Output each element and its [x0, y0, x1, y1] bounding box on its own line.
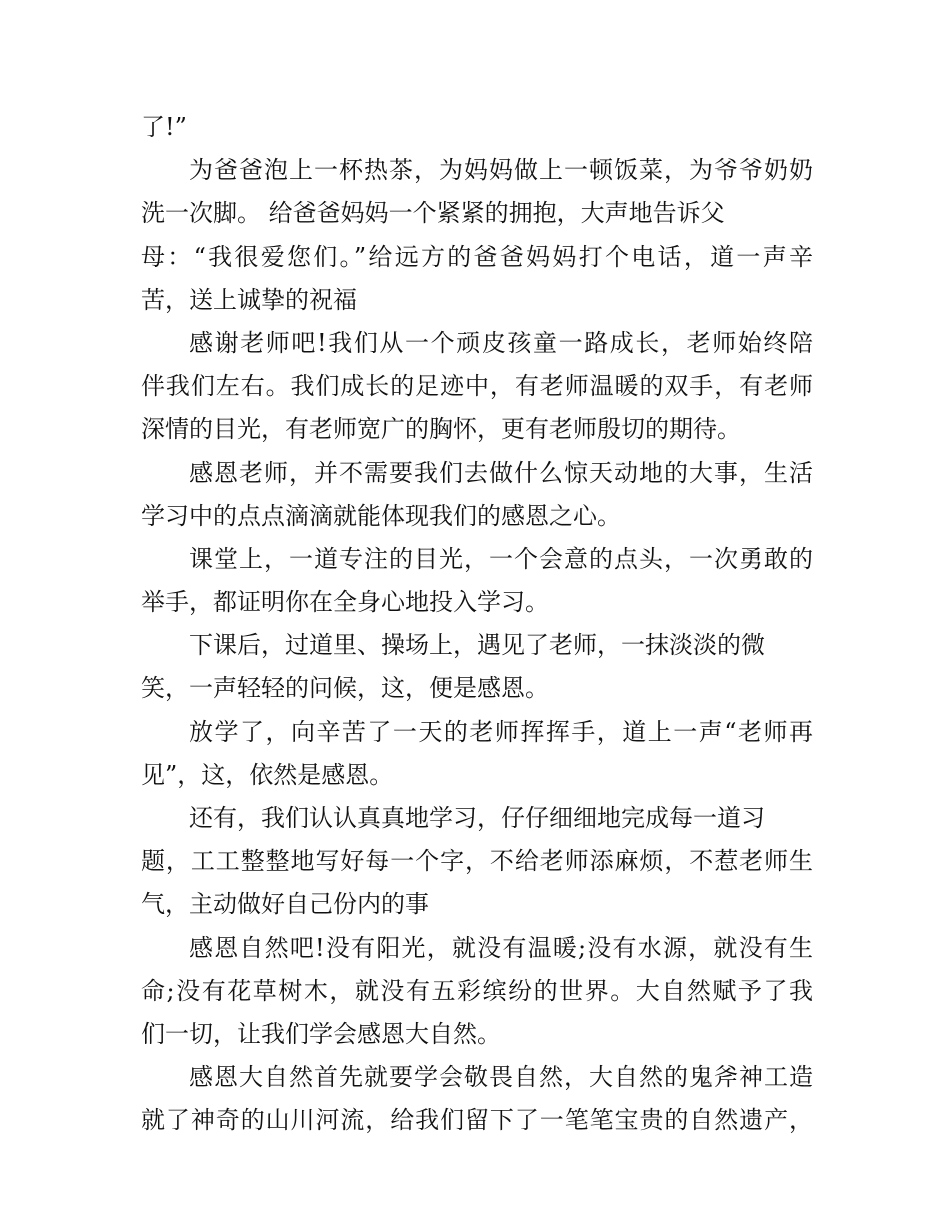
text-line: 气，主动做好自己份内的事 — [141, 890, 429, 919]
text-line: 学习中的点点滴滴就能体现我们的感恩之心。 — [141, 501, 621, 530]
paragraph-first-line: 放学了，向辛苦了一天的老师挥挥手，道上一声“老师再 — [189, 717, 813, 746]
document-body — [141, 106, 813, 1143]
text-line: 就了神奇的山川河流，给我们留下了一笔笔宝贵的自然遗产， — [141, 1106, 813, 1135]
paragraph-first-line: 下课后，过道里、操场上，遇见了老师，一抹淡淡的微 — [189, 631, 765, 660]
paragraph-first-line: 课堂上，一道专注的目光，一个会意的点头，一次勇敢的 — [189, 544, 813, 573]
paragraph-first-line: 为爸爸泡上一杯热茶，为妈妈做上一顿饭菜，为爷爷奶奶 — [189, 156, 813, 185]
text-line: 命;没有花草树木，就没有五彩缤纷的世界。大自然赋予了我 — [141, 976, 813, 1005]
text-line: 母：“我很爱您们。”给远方的爸爸妈妈打个电话，道一声辛 — [141, 242, 813, 271]
text-line: 苦，送上诚挚的祝福 — [141, 285, 357, 314]
paragraph-first-line: 感恩老师，并不需要我们去做什么惊天动地的大事，生活 — [189, 458, 813, 487]
text-line: 深情的目光，有老师宽广的胸怀，更有老师殷切的期待。 — [141, 415, 741, 444]
text-line: 举手，都证明你在全身心地投入学习。 — [141, 588, 549, 617]
text-line: 题，工工整整地写好每一个字，不给老师添麻烦，不惹老师生 — [141, 847, 813, 876]
text-line: 洗一次脚。 给爸爸妈妈一个紧紧的拥抱，大声地告诉父 — [141, 199, 725, 228]
text-line: 们一切，让我们学会感恩大自然。 — [141, 1019, 501, 1048]
text-line: 伴我们左右。我们成长的足迹中，有老师温暖的双手，有老师 — [141, 372, 813, 401]
paragraph-first-line: 感谢老师吧!我们从一个顽皮孩童一路成长，老师始终陪 — [189, 328, 813, 357]
paragraph-first-line: 感恩大自然首先就要学会敬畏自然，大自然的鬼斧神工造 — [189, 1063, 813, 1092]
text-line: 笑，一声轻轻的问候，这，便是感恩。 — [141, 674, 549, 703]
paragraph-first-line: 还有，我们认认真真地学习，仔仔细细地完成每一道习 — [189, 804, 765, 832]
text-line: 见”，这，依然是感恩。 — [141, 760, 394, 789]
paragraph-first-line: 感恩自然吧!没有阳光，就没有温暖;没有水源，就没有生 — [189, 933, 813, 962]
text-line: 了!” — [141, 113, 187, 141]
